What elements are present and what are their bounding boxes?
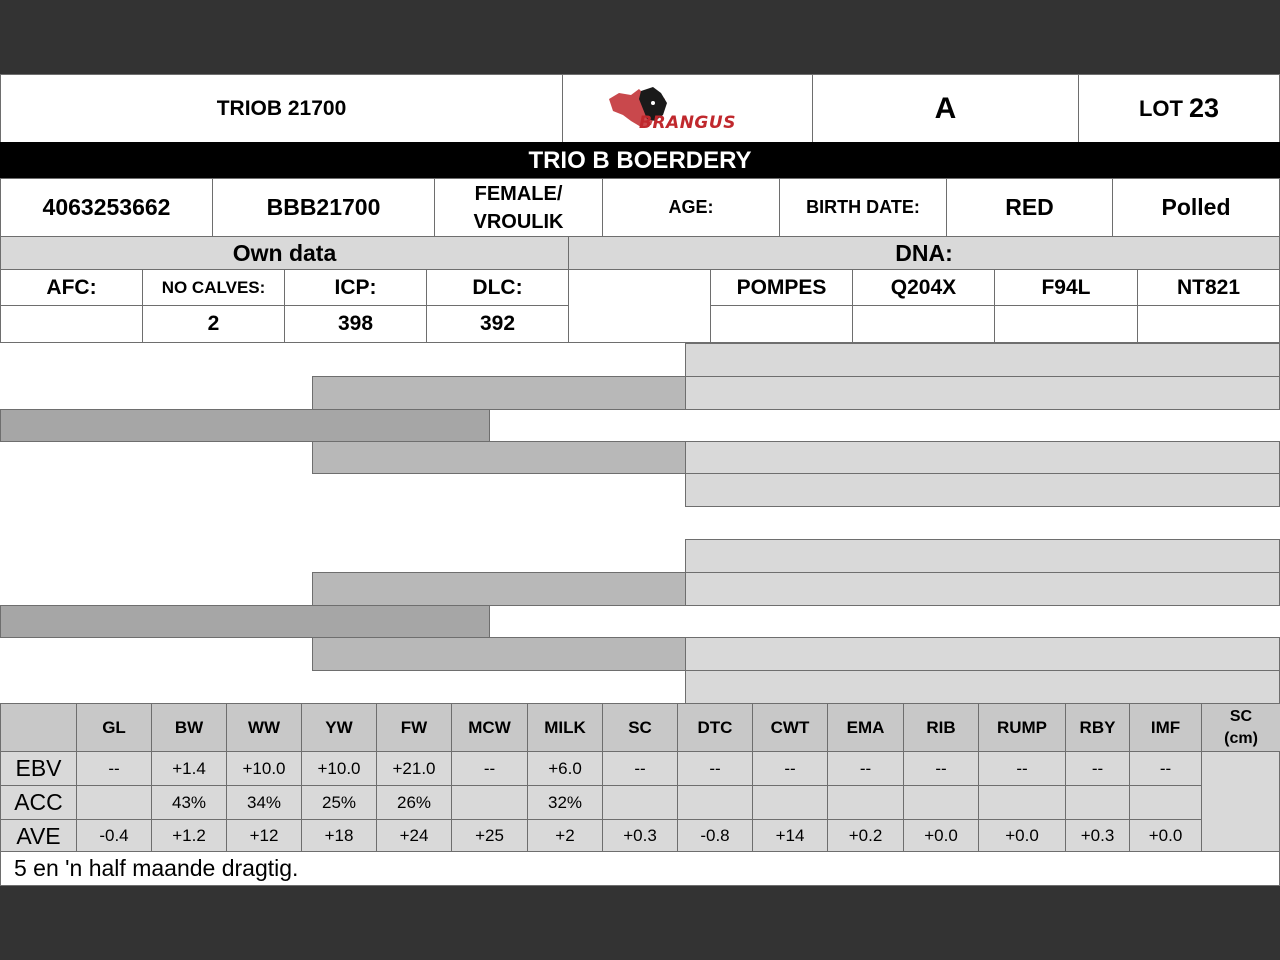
pedigree-bar bbox=[685, 670, 1280, 704]
ebv-header-sc: SC bbox=[602, 703, 678, 752]
ebv-cell: -- bbox=[1129, 751, 1202, 786]
ebv-header-bw: BW bbox=[151, 703, 227, 752]
ebv-cell: +10.0 bbox=[226, 751, 302, 786]
ebv-header-rib: RIB bbox=[903, 703, 979, 752]
ebv-cell: +0.0 bbox=[978, 819, 1066, 853]
ebv-row-label-ave: AVE bbox=[0, 819, 77, 853]
pedigree-bar bbox=[0, 409, 490, 442]
pedigree-bar bbox=[685, 539, 1280, 573]
afc-value bbox=[0, 305, 143, 343]
dlc-value: 392 bbox=[426, 305, 569, 343]
ebv-cell bbox=[978, 785, 1066, 820]
horn-status: Polled bbox=[1112, 178, 1280, 237]
dna-header-pompes: POMPES bbox=[710, 269, 853, 306]
ebv-cell: -- bbox=[602, 751, 678, 786]
ebv-cell: +18 bbox=[301, 819, 377, 853]
grade: A bbox=[812, 74, 1079, 143]
ebv-header-imf: IMF bbox=[1129, 703, 1202, 752]
animal-name: TRIOB 21700 bbox=[0, 74, 563, 143]
ebv-cell: 26% bbox=[376, 785, 452, 820]
color: RED bbox=[946, 178, 1113, 237]
ebv-cell: +0.3 bbox=[1065, 819, 1130, 853]
pedigree-bar bbox=[685, 441, 1280, 474]
dna-spacer bbox=[568, 269, 711, 343]
dna-header-nt821: NT821 bbox=[1137, 269, 1280, 306]
pedigree-bar bbox=[685, 572, 1280, 606]
pedigree-bar bbox=[312, 376, 686, 410]
ebv-cell: -- bbox=[1065, 751, 1130, 786]
dna-header-f94l: F94L bbox=[994, 269, 1138, 306]
lot-word: LOT bbox=[1138, 95, 1183, 121]
dna-value-pompes bbox=[710, 305, 853, 343]
ebv-row-label-acc: ACC bbox=[0, 785, 77, 820]
ebv-cell: +1.4 bbox=[151, 751, 227, 786]
ebv-row-label-ebv: EBV bbox=[0, 751, 77, 786]
ebv-cell: +0.2 bbox=[827, 819, 904, 853]
registration-number: BBB21700 bbox=[212, 178, 435, 237]
breeder-banner: TRIO B BOERDERY bbox=[0, 142, 1280, 179]
ebv-cell: +0.3 bbox=[602, 819, 678, 853]
age-label: AGE: bbox=[602, 178, 780, 237]
pedigree-bar bbox=[312, 572, 686, 606]
ebv-cell: 34% bbox=[226, 785, 302, 820]
ebv-header-yw: YW bbox=[301, 703, 377, 752]
ebv-header-ema: EMA bbox=[827, 703, 904, 752]
ebv-cell: -- bbox=[903, 751, 979, 786]
own-data-title: Own data bbox=[0, 236, 569, 270]
ebv-cell: -- bbox=[677, 751, 753, 786]
ebv-cell: +25 bbox=[451, 819, 528, 853]
dna-value-f94l bbox=[994, 305, 1138, 343]
ebv-corner bbox=[0, 703, 77, 752]
sex: FEMALE/ VROULIK bbox=[434, 178, 603, 237]
ebv-cell bbox=[1065, 785, 1130, 820]
ebv-cell: +1.2 bbox=[151, 819, 227, 853]
ebv-header-rump: RUMP bbox=[978, 703, 1066, 752]
dna-header-q204x: Q204X bbox=[852, 269, 995, 306]
pedigree-bar bbox=[685, 343, 1280, 377]
ebv-header-gl: GL bbox=[76, 703, 152, 752]
dna-value-nt821 bbox=[1137, 305, 1280, 343]
ebv-cell bbox=[451, 785, 528, 820]
ebv-cell: +14 bbox=[752, 819, 828, 853]
ebv-cell: 43% bbox=[151, 785, 227, 820]
brangus-logo bbox=[562, 74, 813, 143]
ebv-cell: 25% bbox=[301, 785, 377, 820]
ebv-header-milk: MILK bbox=[527, 703, 603, 752]
ebv-cell: +10.0 bbox=[301, 751, 377, 786]
id-number: 4063253662 bbox=[0, 178, 213, 237]
icp-header: ICP: bbox=[284, 269, 427, 306]
ebv-cell bbox=[903, 785, 979, 820]
afc-header: AFC: bbox=[0, 269, 143, 306]
ebv-cell: -- bbox=[978, 751, 1066, 786]
ebv-cell: -- bbox=[827, 751, 904, 786]
ebv-cell: 32% bbox=[527, 785, 603, 820]
ebv-cell: -- bbox=[752, 751, 828, 786]
ebv-header-dtc: DTC bbox=[677, 703, 753, 752]
ebv-cell: -0.8 bbox=[677, 819, 753, 853]
ebv-header-ww: WW bbox=[226, 703, 302, 752]
note: 5 en 'n half maande dragtig. bbox=[0, 851, 1280, 886]
ebv-cell: +21.0 bbox=[376, 751, 452, 786]
ebv-cell: -- bbox=[451, 751, 528, 786]
pedigree-bar bbox=[685, 376, 1280, 410]
dlc-header: DLC: bbox=[426, 269, 569, 306]
ebv-cell bbox=[602, 785, 678, 820]
pedigree-bar bbox=[685, 473, 1280, 507]
ebv-cell bbox=[76, 785, 152, 820]
lot-label bbox=[1078, 74, 1280, 143]
ebv-cell: +0.0 bbox=[903, 819, 979, 853]
pedigree-bar bbox=[685, 637, 1280, 671]
ebv-cell bbox=[1129, 785, 1202, 820]
ebv-cell: +12 bbox=[226, 819, 302, 853]
ebv-cell: -0.4 bbox=[76, 819, 152, 853]
birth-date-label: BIRTH DATE: bbox=[779, 178, 947, 237]
icp-value: 398 bbox=[284, 305, 427, 343]
ebv-cell: +0.0 bbox=[1129, 819, 1202, 853]
ebv-cell: +2 bbox=[527, 819, 603, 853]
no-calves-header: NO CALVES: bbox=[142, 269, 285, 306]
dna-value-q204x bbox=[852, 305, 995, 343]
ebv-header-rby: RBY bbox=[1065, 703, 1130, 752]
ebv-cell: +24 bbox=[376, 819, 452, 853]
lot-number: 23 bbox=[1188, 93, 1220, 123]
logo-text: BRANGUS bbox=[639, 113, 736, 133]
pedigree-bar bbox=[0, 605, 490, 638]
ebv-header-cwt: CWT bbox=[752, 703, 828, 752]
ebv-cell: +6.0 bbox=[527, 751, 603, 786]
pedigree-bar bbox=[312, 441, 686, 474]
ebv-table bbox=[0, 703, 1280, 852]
ebv-cell bbox=[752, 785, 828, 820]
ebv-cell: -- bbox=[76, 751, 152, 786]
ebv-cell bbox=[677, 785, 753, 820]
no-calves-value: 2 bbox=[142, 305, 285, 343]
ebv-header-sc-cm: SC (cm) bbox=[1201, 703, 1280, 752]
ebv-header-fw: FW bbox=[376, 703, 452, 752]
pedigree-bar bbox=[312, 637, 686, 671]
dna-title: DNA: bbox=[568, 236, 1280, 270]
ebv-cell bbox=[827, 785, 904, 820]
lot-sheet bbox=[0, 74, 1280, 886]
ebv-sc-cm-value bbox=[1201, 751, 1280, 853]
ebv-header-mcw: MCW bbox=[451, 703, 528, 752]
